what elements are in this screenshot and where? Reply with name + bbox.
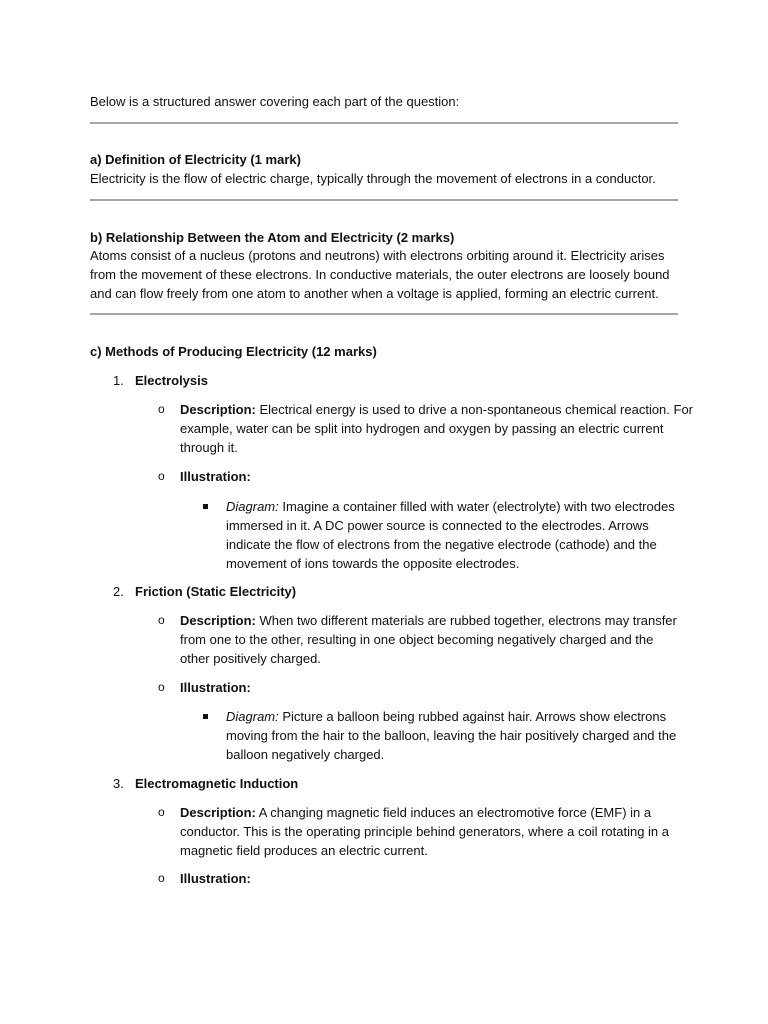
diagram-text: Picture a balloon being rubbed against hair. Arrows show electrons bbox=[278, 709, 667, 724]
method-title: Electrolysis bbox=[135, 373, 208, 388]
section-b-line: and can flow freely from one atom to another when a voltage is applied, forming an electric current. bbox=[90, 286, 659, 301]
description-line bbox=[180, 611, 677, 630]
description-line: conductor. This is the operating principle behind generators, where a coil rotating in a bbox=[180, 824, 669, 839]
divider bbox=[90, 313, 678, 315]
illustration-label: Illustration: bbox=[180, 469, 251, 484]
circle-bullet-icon: o bbox=[158, 871, 165, 885]
description-label: Description: bbox=[180, 805, 256, 820]
diagram-line: balloon negatively charged. bbox=[226, 747, 385, 762]
divider bbox=[90, 122, 678, 124]
list-number: 3. bbox=[113, 776, 124, 791]
circle-bullet-icon: o bbox=[158, 680, 165, 694]
description-line bbox=[180, 400, 693, 419]
illustration-label: Illustration: bbox=[180, 680, 251, 695]
section-c-heading: c) Methods of Producing Electricity (12 marks) bbox=[90, 344, 377, 359]
method-title: Electromagnetic Induction bbox=[135, 776, 299, 791]
divider bbox=[90, 199, 678, 201]
diagram-line: moving from the hair to the balloon, leaving the hair positively charged and the bbox=[226, 728, 677, 743]
description-text: When two different materials are rubbed together, electrons may transfer bbox=[255, 613, 677, 628]
diagram-line bbox=[226, 497, 675, 516]
list-number: 1. bbox=[113, 373, 124, 388]
square-bullet-icon bbox=[203, 504, 208, 509]
circle-bullet-icon: o bbox=[158, 805, 165, 819]
square-bullet-icon bbox=[203, 714, 208, 719]
description-text: Electrical energy is used to drive a non-spontaneous chemical reaction. For bbox=[255, 402, 694, 417]
description-text: A changing magnetic field induces an electromotive force (EMF) in a bbox=[255, 805, 652, 820]
section-b-line: from the movement of these electrons. In conductive materials, the outer electrons are loosely bound bbox=[90, 267, 670, 282]
method-title: Friction (Static Electricity) bbox=[135, 584, 297, 599]
description-line: from one to the other, resulting in one object becoming negatively charged and the bbox=[180, 632, 654, 647]
intro-text: Below is a structured answer covering each part of the question: bbox=[90, 94, 460, 109]
section-b-heading: b) Relationship Between the Atom and Electricity (2 marks) bbox=[90, 230, 455, 245]
circle-bullet-icon: o bbox=[158, 613, 165, 627]
section-b-line: Atoms consist of a nucleus (protons and neutrons) with electrons orbiting around it. Electricity arises bbox=[90, 248, 665, 263]
diagram-line: indicate the flow of electrons from the negative electrode (cathode) and the bbox=[226, 537, 657, 552]
section-a-heading: a) Definition of Electricity (1 mark) bbox=[90, 152, 301, 167]
section-a-text: Electricity is the flow of electric charge, typically through the movement of electrons in a conductor. bbox=[90, 171, 656, 186]
circle-bullet-icon: o bbox=[158, 402, 165, 416]
description-line: other positively charged. bbox=[180, 651, 321, 666]
diagram-text: Imagine a container filled with water (electrolyte) with two electrodes bbox=[278, 499, 675, 514]
illustration-label: Illustration: bbox=[180, 871, 251, 886]
diagram-line: immersed in it. A DC power source is connected to the electrodes. Arrows bbox=[226, 518, 649, 533]
diagram-line bbox=[226, 707, 666, 726]
circle-bullet-icon: o bbox=[158, 469, 165, 483]
description-line: through it. bbox=[180, 440, 238, 455]
description-line: magnetic field produces an electric current. bbox=[180, 843, 428, 858]
diagram-line: movement of ions towards the opposite electrodes. bbox=[226, 556, 520, 571]
description-label: Description: bbox=[180, 613, 256, 628]
description-line: example, water can be split into hydrogen and oxygen by passing an electric current bbox=[180, 421, 664, 436]
description-label: Description: bbox=[180, 402, 256, 417]
description-line bbox=[180, 803, 651, 822]
diagram-label: Diagram: bbox=[226, 499, 279, 514]
list-number: 2. bbox=[113, 584, 124, 599]
diagram-label: Diagram: bbox=[226, 709, 279, 724]
